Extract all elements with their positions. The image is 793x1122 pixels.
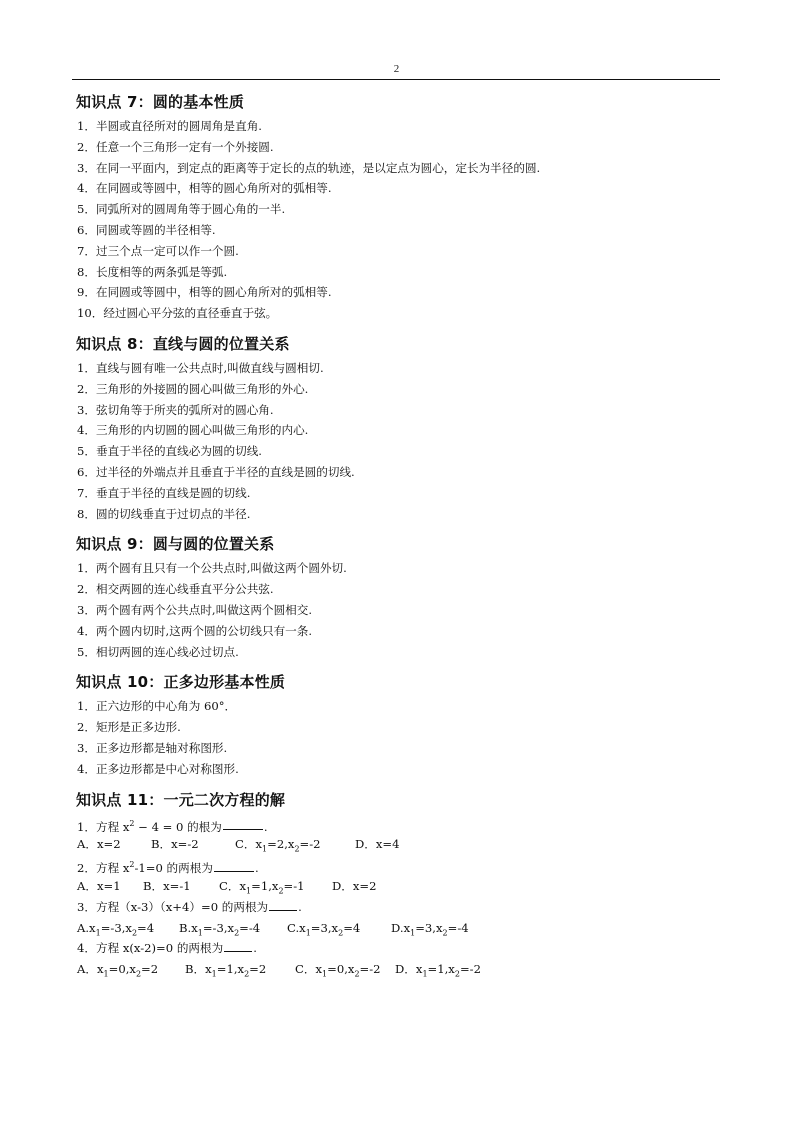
list-item: 3．在同一平面内，到定点的距离等于定长的点的轨迹，是以定点为圆心，定长为半径的圆.	[77, 160, 541, 175]
list-item: 1．两个圆有且只有一个公共点时,叫做这两个圆外切.	[77, 561, 347, 576]
stem-text: 2．方程 x	[77, 860, 130, 875]
header-rule	[72, 79, 720, 80]
list-item: 6．同圆或等圆的半径相等.	[77, 222, 216, 237]
choice-row	[76, 959, 716, 980]
choice-option: B．x=-1	[143, 878, 191, 893]
section-title-7: 知识点 7：圆的基本性质	[76, 93, 245, 111]
list-item: 2．三角形的外接圆的圆心叫做三角形的外心.	[77, 381, 309, 396]
choice-option: A．x=2	[77, 837, 121, 852]
list-item: 5．同弧所对的圆周角等于圆心角的一半.	[77, 202, 286, 217]
list-item: 4．两个圆内切时,这两个圆的公切线只有一条.	[77, 623, 313, 638]
stem-end: .	[298, 899, 302, 914]
list-item: 3．两个圆有两个公共点时,叫做这两个圆相交.	[77, 602, 313, 617]
section-title-9: 知识点 9：圆与圆的位置关系	[76, 535, 275, 554]
choice-option: $A.x_1=-3,x_2=4$	[77, 920, 155, 937]
section-items-11	[76, 814, 716, 980]
choice-option: A．$x_1=0,x_2=2$	[77, 962, 159, 979]
choice-option: B．x=-2	[151, 837, 199, 852]
list-item: 3．弦切角等于所夹的弧所对的圆心角.	[77, 402, 274, 417]
choice-option: $B.x_1=-3,x_2=-4$	[179, 920, 261, 937]
list-item: 7．垂直于半径的直线是圆的切线.	[77, 485, 251, 500]
answer-blank	[214, 858, 254, 872]
list-item: 4．在同圆或等圆中，相等的圆心角所对的弧相等.	[77, 181, 332, 196]
section-title-10: 知识点 10：正多边形基本性质	[76, 673, 286, 692]
list-item: 2．相交两圆的连心线垂直平分公共弦.	[77, 582, 274, 597]
choice-option: C．$x_1=1,x_2=-1$	[219, 878, 305, 896]
section-items-10	[76, 696, 716, 779]
answer-blank	[223, 816, 263, 830]
question-stem	[76, 814, 716, 835]
choice-option: D．x=4	[355, 837, 400, 852]
choice-row	[76, 876, 716, 897]
list-item: 8．长度相等的两条弧是等弧.	[77, 264, 228, 279]
list-item: 9．在同圆或等圆中，相等的圆心角所对的弧相等.	[77, 285, 332, 300]
choice-row	[76, 834, 716, 855]
stem-text: − 4 = 0 的根为	[134, 819, 222, 834]
section-items-7	[76, 116, 716, 324]
stem-text: -1=0 的两根为	[134, 860, 213, 875]
stem-text: 1．方程 x	[77, 819, 130, 834]
list-item: 6．过半径的外端点并且垂直于半径的直线是圆的切线.	[77, 464, 355, 479]
stem-end: .	[254, 860, 259, 875]
answer-blank	[224, 938, 252, 952]
answer-blank	[269, 897, 297, 911]
section-items-9	[76, 558, 716, 662]
list-item: 8．圆的切线垂直于过切点的半径.	[77, 506, 251, 521]
list-item: 5．相切两圆的连心线必过切点.	[77, 644, 239, 659]
document-body	[76, 88, 716, 986]
choice-option: $C.x_1=3,x_2=4$	[287, 920, 361, 937]
list-item: 10．经过圆心平分弦的直径垂直于弦。	[77, 306, 278, 321]
list-item: 1．直线与圆有唯一公共点时,叫做直线与圆相切.	[77, 360, 324, 375]
question-stem	[76, 855, 716, 876]
list-item: 1．半圆或直径所对的圆周角是直角.	[77, 119, 262, 133]
list-item: 2．任意一个三角形一定有一个外接圆.	[77, 139, 274, 154]
section-items-8	[76, 358, 716, 524]
list-item: 2．矩形是正多边形.	[77, 720, 181, 735]
stem-text: 3．方程（x-3）（x+4）=0 的两根为	[77, 899, 269, 914]
list-item: 3．正多边形都是轴对称图形.	[77, 740, 228, 755]
stem-superscript: 2	[129, 818, 135, 828]
choice-option: C．$x_1=0,x_2=-2$	[295, 962, 381, 979]
list-item: 7．过三个点一定可以作一个圆.	[77, 243, 239, 258]
question-stem	[76, 938, 716, 959]
question-stem	[76, 897, 716, 918]
section-title-11: 知识点 11：一元二次方程的解	[76, 790, 286, 809]
stem-text: 4．方程 x(x-2)=0 的两根为	[77, 941, 224, 956]
choice-option: D．$x_1=1,x_2=-2$	[395, 962, 481, 979]
choice-option: C．$x_1=2,x_2=-2$	[235, 837, 321, 854]
choice-option: D．x=2	[332, 878, 377, 893]
page-number: 2	[393, 63, 400, 75]
choice-option: $D.x_1=3,x_2=-4$	[391, 920, 469, 937]
list-item: 1．正六边形的中心角为 60°．	[77, 699, 237, 714]
choice-option: A．x=1	[77, 878, 121, 893]
choice-option: B．$x_1=1,x_2=2$	[185, 962, 267, 979]
list-item: 4．三角形的内切圆的圆心叫做三角形的内心.	[77, 423, 309, 438]
stem-end: .	[253, 941, 257, 956]
section-title-8: 知识点 8：直线与圆的位置关系	[76, 334, 290, 353]
stem-superscript: 2	[129, 860, 135, 870]
list-item: 5．垂直于半径的直线必为圆的切线.	[77, 444, 262, 459]
list-item: 4．正多边形都是中心对称图形.	[77, 761, 239, 776]
stem-end: .	[263, 819, 268, 834]
choice-row	[76, 918, 716, 939]
